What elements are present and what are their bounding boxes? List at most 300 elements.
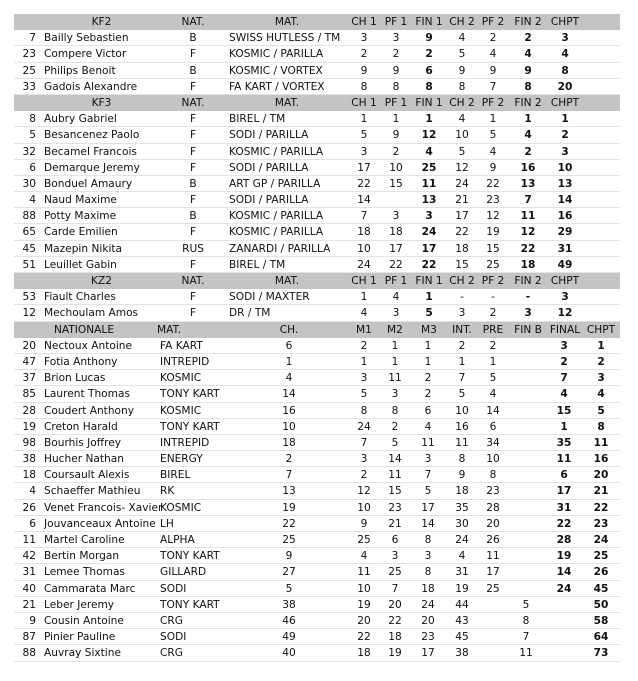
table-row	[14, 629, 620, 645]
chpt-cell: 3	[561, 32, 569, 45]
m3-cell: 1	[424, 339, 432, 352]
ch1-cell: 22	[357, 177, 371, 190]
material-cell: SODI / PARILLA	[229, 161, 309, 174]
chpt-cell: 1	[561, 113, 569, 126]
m3-cell: 3	[424, 453, 432, 466]
driver-cell: Coudert Anthony	[44, 404, 135, 417]
int-cell: 44	[455, 598, 469, 611]
num-cell: 26	[22, 501, 36, 514]
fin-b-cell	[511, 483, 541, 499]
pre-cell: 2	[489, 339, 497, 352]
chpt-cell: 73	[593, 647, 609, 660]
fin-b-cell	[511, 467, 541, 483]
m3-cell: 2	[424, 388, 432, 401]
table-row	[14, 63, 620, 79]
m3-cell: 14	[421, 517, 435, 530]
ch1-cell: 5	[360, 129, 368, 142]
m1-cell: 2	[360, 339, 368, 352]
column-header: CH.	[279, 323, 299, 336]
driver-cell: Venet Francois- Xavier	[44, 501, 163, 514]
driver-cell: Pinier Pauline	[44, 631, 116, 644]
int-cell: 16	[455, 420, 469, 433]
num-cell: 47	[22, 355, 36, 368]
fin-b-cell	[511, 386, 541, 402]
ch1-cell: 8	[360, 80, 368, 93]
driver-cell: Jouvanceaux Antoine	[44, 517, 156, 530]
fin2-cell: 12	[520, 226, 536, 239]
int-cell: 7	[458, 372, 466, 385]
driver-cell: Potty Maxime	[44, 210, 117, 223]
m1-cell: 10	[357, 501, 371, 514]
table-row	[14, 597, 620, 613]
fin2-cell: 13	[520, 177, 536, 190]
table-row	[14, 160, 620, 176]
final-cell: 2	[560, 355, 568, 368]
column-header: PF 1	[384, 16, 408, 28]
m2-cell: 11	[388, 469, 402, 482]
num-cell: 87	[22, 631, 36, 644]
column-header: KF3	[91, 96, 112, 109]
table-row	[14, 127, 620, 143]
m1-cell: 10	[357, 582, 371, 595]
fin1-cell: 12	[421, 129, 437, 142]
table-row	[14, 79, 620, 95]
driver-cell: Brion Lucas	[44, 372, 106, 385]
fin1-cell: 3	[425, 210, 433, 223]
table-row	[14, 403, 620, 419]
m3-cell: 17	[421, 501, 435, 514]
final-cell: 22	[556, 517, 572, 530]
table-row	[14, 144, 620, 160]
pre-cell: 28	[486, 501, 500, 514]
m2-cell: 11	[388, 372, 402, 385]
chpt-cell: 24	[593, 534, 609, 546]
ch2-cell: 17	[455, 210, 469, 223]
int-cell: 30	[455, 517, 469, 530]
column-header: M1	[356, 323, 372, 336]
championship-cell: 40	[282, 647, 296, 660]
driver-cell: Bonduel Amaury	[44, 177, 133, 190]
m3-cell: 5	[424, 485, 432, 498]
chpt-cell: 16	[557, 210, 573, 223]
column-header: FIN 2	[514, 16, 542, 28]
fin2-cell: 18	[520, 258, 536, 271]
pf1-cell: 22	[389, 258, 403, 271]
num-cell: 7	[29, 32, 36, 45]
ch2-cell: 24	[455, 177, 469, 190]
m3-cell: 2	[424, 372, 432, 385]
nationality-cell: B	[189, 64, 197, 77]
fin1-cell: 2	[425, 48, 433, 61]
material-cell: ENERGY	[160, 453, 203, 466]
chpt-cell: 8	[597, 420, 605, 433]
material-cell: RK	[160, 485, 175, 498]
pf1-cell: 8	[392, 80, 400, 93]
championship-cell: 1	[285, 355, 293, 368]
num-cell: 65	[22, 226, 36, 239]
chpt-cell: 31	[557, 242, 573, 255]
int-cell: 38	[455, 647, 469, 660]
fin-b-cell: 5	[522, 598, 530, 611]
m3-cell: 11	[421, 436, 435, 449]
championship-cell: 4	[285, 372, 293, 385]
fin2-cell: 4	[524, 129, 532, 142]
nationality-cell: F	[189, 226, 197, 239]
num-cell: 40	[22, 582, 36, 595]
chpt-cell: 16	[593, 453, 609, 466]
material-cell: BIREL / TM	[229, 258, 286, 271]
material-cell: BIREL / TM	[229, 113, 286, 126]
driver-cell: Auvray Sixtine	[44, 647, 121, 660]
pre-cell: 14	[486, 404, 500, 417]
pf1-cell: 3	[392, 210, 400, 223]
table-row	[14, 613, 620, 629]
driver-cell: Creton Harald	[44, 420, 118, 433]
driver-cell: Leber Jeremy	[44, 598, 115, 611]
driver-cell: Hucher Nathan	[44, 453, 124, 466]
pf1-cell: 9	[392, 64, 400, 77]
final-cell: 1	[560, 420, 568, 433]
num-cell: 19	[22, 420, 36, 433]
int-cell: 31	[455, 566, 469, 579]
material-cell: KOSMIC / VORTEX	[229, 64, 323, 77]
ch1-cell: 3	[360, 145, 368, 158]
material-cell: SWISS HUTLESS / TM	[229, 32, 341, 45]
column-header: CH 2	[449, 275, 475, 287]
pre-cell: 5	[489, 372, 497, 385]
int-cell: 1	[458, 355, 466, 368]
m1-cell: 1	[360, 355, 368, 368]
championship-cell: 2	[285, 453, 293, 466]
championship-cell: 49	[282, 631, 296, 644]
num-cell: 85	[22, 388, 36, 401]
fin2-cell: 7	[524, 194, 532, 207]
pf2-cell: -	[491, 291, 495, 304]
m1-cell: 4	[360, 550, 368, 563]
pf2-cell: 5	[489, 129, 497, 142]
fin1-cell: 24	[421, 226, 437, 239]
num-cell: 42	[22, 550, 36, 563]
material-cell: TONY KART	[160, 598, 220, 611]
chpt-cell: 11	[593, 436, 609, 449]
pre-cell: 8	[489, 469, 497, 482]
chpt-cell: 26	[593, 566, 609, 579]
num-cell: 12	[22, 307, 36, 320]
fin1-cell: 25	[421, 161, 437, 174]
table-row	[14, 500, 620, 516]
fin2-cell: 2	[524, 145, 532, 158]
pre-cell: 26	[486, 534, 500, 546]
nationality-cell: F	[189, 161, 197, 174]
column-header: KF2	[91, 16, 112, 28]
nationality-cell: F	[189, 258, 197, 271]
ch1-cell: 24	[357, 258, 371, 271]
driver-cell: Leuillet Gabin	[44, 258, 117, 271]
table-row	[14, 289, 620, 305]
chpt-cell: 49	[557, 258, 573, 271]
chpt-cell: 1	[597, 339, 605, 352]
fin2-cell: 9	[524, 64, 532, 77]
material-cell: INTREPID	[160, 355, 210, 368]
table-row	[14, 370, 620, 386]
final-cell: 14	[556, 566, 572, 579]
championship-cell: 14	[282, 388, 296, 401]
ch1-cell: 17	[357, 161, 371, 174]
column-header: FINAL	[549, 323, 581, 336]
chpt-cell: 4	[597, 388, 605, 401]
m2-cell: 18	[388, 631, 402, 644]
m1-cell: 19	[357, 598, 371, 611]
fin1-cell: 9	[425, 32, 433, 45]
m1-cell: 25	[357, 534, 371, 546]
m3-cell: 8	[424, 566, 432, 579]
material-cell: TONY KART	[160, 388, 220, 401]
num-cell: 18	[22, 469, 36, 482]
material-cell: SODI	[160, 631, 187, 644]
m2-cell: 2	[391, 420, 399, 433]
nationality-cell: F	[189, 194, 197, 207]
int-cell: 19	[455, 582, 469, 595]
m3-cell: 7	[424, 469, 432, 482]
pre-cell: 23	[486, 485, 500, 498]
pf1-cell: 4	[392, 291, 400, 304]
pf1-cell: 18	[389, 226, 403, 239]
num-cell: 28	[22, 404, 36, 417]
material-cell: FA KART / VORTEX	[229, 80, 325, 93]
chpt-cell: 8	[561, 64, 569, 77]
ch2-cell: 21	[455, 194, 469, 207]
m3-cell: 20	[421, 614, 435, 627]
int-cell: 45	[455, 631, 469, 644]
material-cell: CRG	[160, 647, 183, 660]
column-header: KZ2	[91, 275, 112, 287]
int-cell: 2	[458, 339, 466, 352]
m2-cell: 20	[388, 598, 402, 611]
table-row	[14, 516, 620, 532]
driver-cell: Nectoux Antoine	[44, 339, 133, 352]
int-cell: 24	[455, 534, 469, 546]
table-row	[14, 338, 620, 354]
ch1-cell: 14	[357, 194, 371, 207]
fin2-cell: 22	[520, 242, 536, 255]
column-header: PF 1	[384, 96, 408, 109]
pre-cell: 34	[486, 436, 500, 449]
nationality-cell: F	[189, 129, 197, 142]
ch1-cell: 10	[357, 242, 371, 255]
championship-cell: 9	[285, 550, 293, 563]
chpt-cell: 10	[557, 161, 573, 174]
num-cell: 8	[29, 113, 36, 126]
fin2-cell: 1	[524, 113, 532, 126]
pf2-cell: 9	[489, 64, 497, 77]
pre-cell: 25	[486, 582, 500, 595]
ch1-cell: 2	[360, 48, 368, 61]
table-row	[14, 257, 620, 273]
num-cell: 53	[22, 291, 36, 304]
m1-cell: 20	[357, 614, 371, 627]
m1-cell: 24	[357, 420, 371, 433]
final-cell: 6	[560, 469, 568, 482]
driver-cell: Schaeffer Mathieu	[44, 485, 141, 498]
final-cell	[547, 645, 581, 661]
ch2-cell: 22	[455, 226, 469, 239]
column-header: PRE	[482, 323, 504, 336]
ch2-cell: -	[460, 291, 464, 304]
championship-cell: 5	[285, 582, 293, 595]
fin-b-cell	[511, 435, 541, 451]
pf2-cell: 9	[489, 161, 497, 174]
pre-cell: 10	[486, 453, 500, 466]
pf1-cell: 2	[392, 48, 400, 61]
material-cell: SODI	[160, 582, 187, 595]
fin-b-cell: 8	[522, 614, 530, 627]
nationality-cell: B	[189, 177, 197, 190]
m3-cell: 23	[421, 631, 435, 644]
fin1-cell: 11	[421, 177, 437, 190]
table-row	[14, 305, 620, 321]
pre-cell	[478, 645, 508, 661]
m2-cell: 23	[388, 501, 402, 514]
m1-cell: 22	[357, 631, 371, 644]
material-cell: KOSMIC / PARILLA	[229, 226, 324, 239]
column-header: MAT.	[274, 275, 300, 287]
m1-cell: 5	[360, 388, 368, 401]
driver-cell: Coursault Alexis	[44, 469, 130, 482]
table-row	[14, 386, 620, 402]
final-cell	[547, 613, 581, 629]
fin-b-cell	[511, 516, 541, 532]
table-row	[14, 111, 620, 127]
pf2-cell: 12	[486, 210, 500, 223]
column-header: PF 1	[384, 275, 408, 287]
chpt-cell: 3	[597, 372, 605, 385]
m3-cell: 4	[424, 420, 432, 433]
column-header: FIN 2	[514, 275, 542, 287]
column-header: CH 2	[449, 96, 475, 109]
final-cell	[547, 597, 581, 613]
table-row	[14, 451, 620, 467]
num-cell: 21	[22, 598, 36, 611]
driver-cell: Demarque Jeremy	[44, 161, 140, 174]
column-header: FIN 1	[415, 16, 443, 28]
m1-cell: 18	[357, 647, 371, 660]
final-cell: 4	[560, 388, 568, 401]
pf2-cell: 4	[489, 48, 497, 61]
material-cell: KOSMIC / PARILLA	[229, 145, 324, 158]
championship-cell: 38	[282, 598, 296, 611]
m2-cell: 25	[388, 566, 402, 579]
fin2-cell: 2	[524, 32, 532, 45]
championship-cell: 10	[282, 420, 296, 433]
material-cell: SODI / PARILLA	[229, 129, 309, 142]
table-row	[14, 192, 620, 208]
column-header: PF 2	[481, 16, 505, 28]
pre-cell: 20	[486, 517, 500, 530]
nationality-cell: F	[189, 113, 197, 126]
fin2-cell: 11	[520, 210, 536, 223]
chpt-cell: 45	[593, 582, 609, 595]
table-row	[14, 532, 620, 548]
driver-cell: Besancenez Paolo	[44, 129, 140, 142]
m1-cell: 8	[360, 404, 368, 417]
fin2-cell: 16	[520, 161, 536, 174]
material-cell: ALPHA	[160, 534, 195, 546]
championship-cell: 46	[282, 614, 296, 627]
ch2-cell: 5	[458, 48, 466, 61]
material-cell: KOSMIC / PARILLA	[229, 210, 324, 223]
pre-cell	[478, 629, 508, 645]
chpt-cell: 50	[593, 598, 609, 611]
chpt-cell: 3	[561, 145, 569, 158]
int-cell: 5	[458, 388, 466, 401]
int-cell: 43	[455, 614, 469, 627]
table-row	[14, 467, 620, 483]
fin1-cell: 1	[425, 291, 433, 304]
chpt-cell: 20	[593, 469, 609, 482]
material-cell: TONY KART	[160, 420, 220, 433]
nationality-cell: F	[189, 80, 197, 93]
num-cell: 31	[22, 566, 36, 579]
ch2-cell: 8	[458, 80, 466, 93]
column-header: INT.	[452, 323, 472, 336]
ch2-cell: 4	[458, 32, 466, 45]
fin-b-cell	[511, 564, 541, 580]
championship-cell: 22	[282, 517, 296, 530]
column-header: CHPT	[550, 275, 580, 287]
m2-cell: 1	[391, 355, 399, 368]
table-row	[14, 241, 620, 257]
table-row	[14, 176, 620, 192]
driver-cell: Bailly Sebastien	[44, 32, 129, 45]
num-cell: 38	[22, 453, 36, 466]
chpt-cell: 58	[593, 614, 609, 627]
int-cell: 18	[455, 485, 469, 498]
nationality-cell: F	[189, 48, 197, 61]
fin1-cell: 13	[421, 194, 437, 207]
table-row	[14, 483, 620, 499]
pf2-cell: 22	[486, 177, 500, 190]
driver-cell: Becamel Francois	[44, 145, 137, 158]
section-header	[14, 273, 620, 289]
num-cell: 88	[22, 210, 36, 223]
material-cell: KOSMIC	[160, 404, 202, 417]
pf2-cell: 15	[486, 242, 500, 255]
final-cell: 19	[556, 550, 572, 563]
chpt-cell: 20	[557, 80, 573, 93]
section-header	[14, 14, 620, 30]
fin1-cell: 4	[425, 145, 433, 158]
driver-cell: Naud Maxime	[44, 194, 117, 207]
fin-b-cell	[511, 581, 541, 597]
column-header: NAT.	[181, 16, 205, 28]
column-header: MAT.	[274, 16, 300, 28]
table-row	[14, 419, 620, 435]
m1-cell: 3	[360, 453, 368, 466]
num-cell: 33	[22, 80, 36, 93]
column-header: CHPT	[550, 16, 580, 28]
table-row	[14, 581, 620, 597]
fin-b-cell	[511, 532, 541, 548]
chpt-cell: 2	[597, 355, 605, 368]
material-cell: FA KART	[160, 339, 203, 352]
pf1-cell	[383, 192, 409, 208]
fin1-cell: 8	[425, 80, 433, 93]
num-cell: 4	[29, 194, 36, 207]
chpt-cell: 25	[593, 550, 609, 563]
driver-cell: Fiault Charles	[44, 291, 116, 304]
table-row	[14, 224, 620, 240]
fin2-cell: 3	[524, 307, 532, 320]
